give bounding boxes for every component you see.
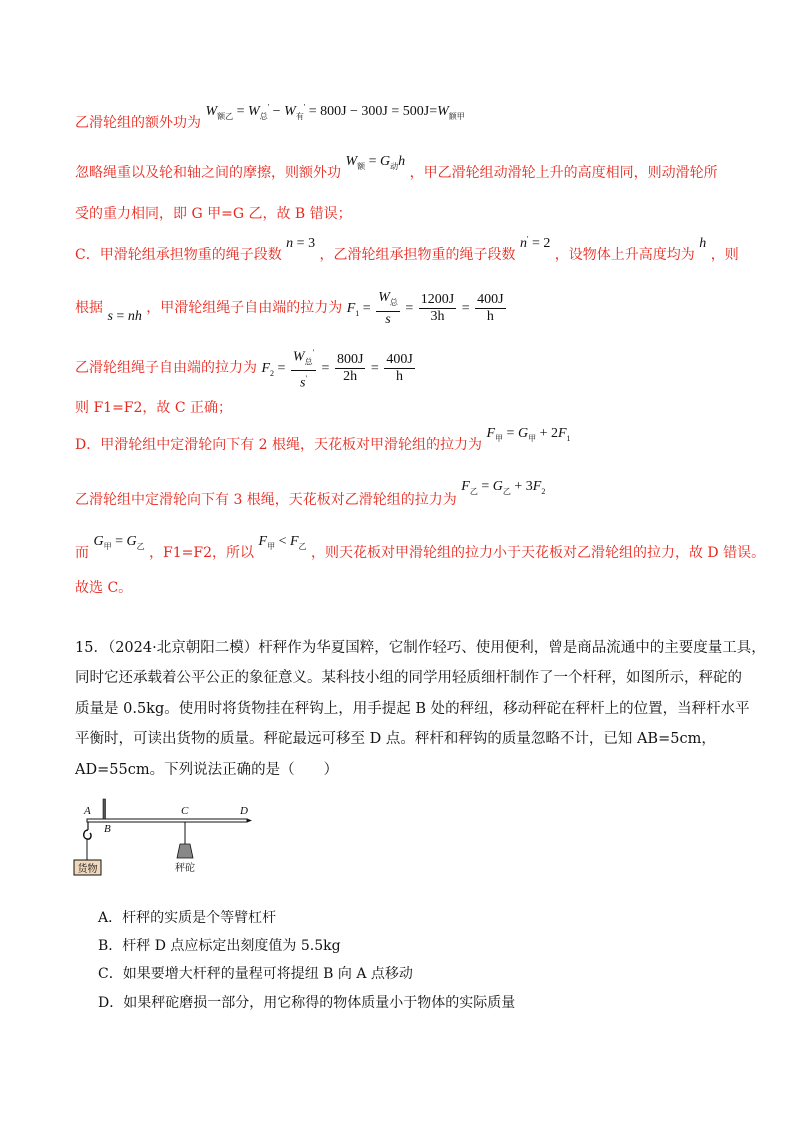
solution-line-9 bbox=[75, 475, 546, 508]
solution-text: ，设物体上升高度均为 bbox=[554, 247, 695, 263]
option-c[interactable]: C．如果要增大杆秤的量程可将提纽 B 向 A 点移动 bbox=[98, 966, 413, 982]
question-line-3: 质量是 0.5kg。使用时将货物挂在秤钩上，用手提起 B 处的秤纽，移动秤砣在秤杆上的位置，当秤杆水平 bbox=[75, 701, 750, 717]
equation-f2: $F_2$ = $\frac{W_总'}{s'}$ = $\frac{800J}{2h}$ = $\frac{400J}{h}$ bbox=[261, 361, 416, 376]
solution-line-11: 故选 C。 bbox=[75, 580, 133, 596]
option-d[interactable]: D．如果秤砣磨损一部分，用它称得的物体质量小于物体的实际质量 bbox=[98, 995, 516, 1011]
question-line-1: 15．（2024·北京朝阳二模）杆秤作为华夏国粹，它制作轻巧、使用便利，曾是商品流通中的主要度量工具， bbox=[75, 640, 766, 656]
label-b: B bbox=[104, 823, 111, 835]
solution-text: ，甲乙滑轮组动滑轮上升的高度相同，则动滑轮所 bbox=[409, 165, 718, 181]
equation-n2: n' = 2 bbox=[519, 234, 551, 251]
solution-line-7: 则 F1=F2，故 C 正确； bbox=[75, 400, 233, 416]
equation-extra-work-formula: $W_额 = G_动h$ bbox=[345, 154, 406, 171]
solution-line-10 bbox=[75, 530, 766, 561]
lever-rod bbox=[87, 819, 247, 822]
solution-text: ，F1=F2，所以 bbox=[149, 545, 255, 561]
solution-line-6 bbox=[75, 345, 417, 392]
solution-line-2 bbox=[75, 150, 718, 181]
solution-line-1 bbox=[75, 100, 465, 131]
solution-text: ，甲滑轮组绳子自由端的拉力为 bbox=[146, 300, 343, 317]
label-d: D bbox=[240, 805, 248, 817]
equation-g-equal: $G_甲 = G_乙$ bbox=[93, 534, 145, 551]
equation-f1: $F_1$ = $\frac{W_总}{s}$ = $\frac{1200J}{3h}$ = $\frac{400J}{h}$ bbox=[346, 290, 504, 327]
option-b[interactable]: B．杆秤 D 点应标定出刻度值为 5.5kg bbox=[98, 938, 341, 954]
solution-text: D．甲滑轮组中定滑轮向下有 2 根绳，天花板对甲滑轮组的拉力为 bbox=[75, 437, 483, 453]
equation-f-compare: $F_甲 < F_乙$ bbox=[258, 534, 307, 551]
solution-text: 乙滑轮组绳子自由端的拉力为 bbox=[75, 359, 257, 376]
hook bbox=[84, 830, 91, 839]
weight-label: 秤砣 bbox=[175, 863, 195, 874]
solution-text: ，则 bbox=[710, 247, 739, 263]
solution-text: 而 bbox=[75, 545, 89, 561]
option-a[interactable]: A．杆秤的实质是个等臂杠杆 bbox=[98, 910, 277, 926]
solution-text: C．甲滑轮组承担物重的绳子段数 bbox=[75, 247, 282, 263]
solution-line-3: 受的重力相同，即 G 甲=G 乙，故 B 错误； bbox=[75, 206, 352, 222]
solution-text: 根据 bbox=[75, 300, 103, 317]
solution-line-5 bbox=[75, 290, 508, 328]
equation-n1: n = 3 bbox=[286, 236, 316, 251]
weight-icon bbox=[177, 844, 193, 858]
symbol-h: h bbox=[699, 236, 707, 251]
question-line-5: AD=55cm。下列说法正确的是（ ） bbox=[75, 762, 339, 778]
solution-text: ，乙滑轮组承担物重的绳子段数 bbox=[319, 247, 516, 263]
label-c: C bbox=[181, 805, 189, 817]
equation-f-jia: $F_甲 = G_甲 + 2F_1$ bbox=[486, 426, 571, 443]
goods-label: 货物 bbox=[77, 864, 98, 875]
solution-line-8 bbox=[75, 422, 571, 453]
solution-text: 忽略绳重以及轮和轴之间的摩擦，则额外功 bbox=[75, 165, 341, 181]
equation-f-yi: $F_乙 = G_乙 + 3F_2$ bbox=[461, 479, 546, 496]
steelyard-diagram bbox=[70, 797, 270, 887]
handle-b bbox=[103, 799, 106, 819]
question-line-4: 平衡时，可读出货物的质量。秤砣最远可移至 D 点。秤杆和秤钩的质量忽略不计，已知 AB=5cm， bbox=[75, 731, 716, 747]
lever-tip bbox=[247, 819, 252, 823]
label-a: A bbox=[84, 805, 91, 817]
solution-line-4 bbox=[75, 232, 739, 263]
solution-text: 乙滑轮组中定滑轮向下有 3 根绳，天花板对乙滑轮组的拉力为 bbox=[75, 492, 457, 508]
solution-text: ，则天花板对甲滑轮组的拉力小于天花板对乙滑轮组的拉力，故 D 错误。 bbox=[310, 545, 766, 561]
solution-text: 乙滑轮组的额外功为 bbox=[75, 115, 201, 131]
equation-s-nh: s = nh bbox=[107, 309, 142, 325]
equation-extra-work: $W_{额乙} = W_总' - W_有' = 800J - 300J = 500J=W_{额甲}$ bbox=[205, 102, 465, 121]
question-line-2: 同时它还承载着公平公正的象征意义。某科技小组的同学用轻质细杆制作了一个杆秤，如图所示，秤砣的 bbox=[75, 670, 742, 686]
